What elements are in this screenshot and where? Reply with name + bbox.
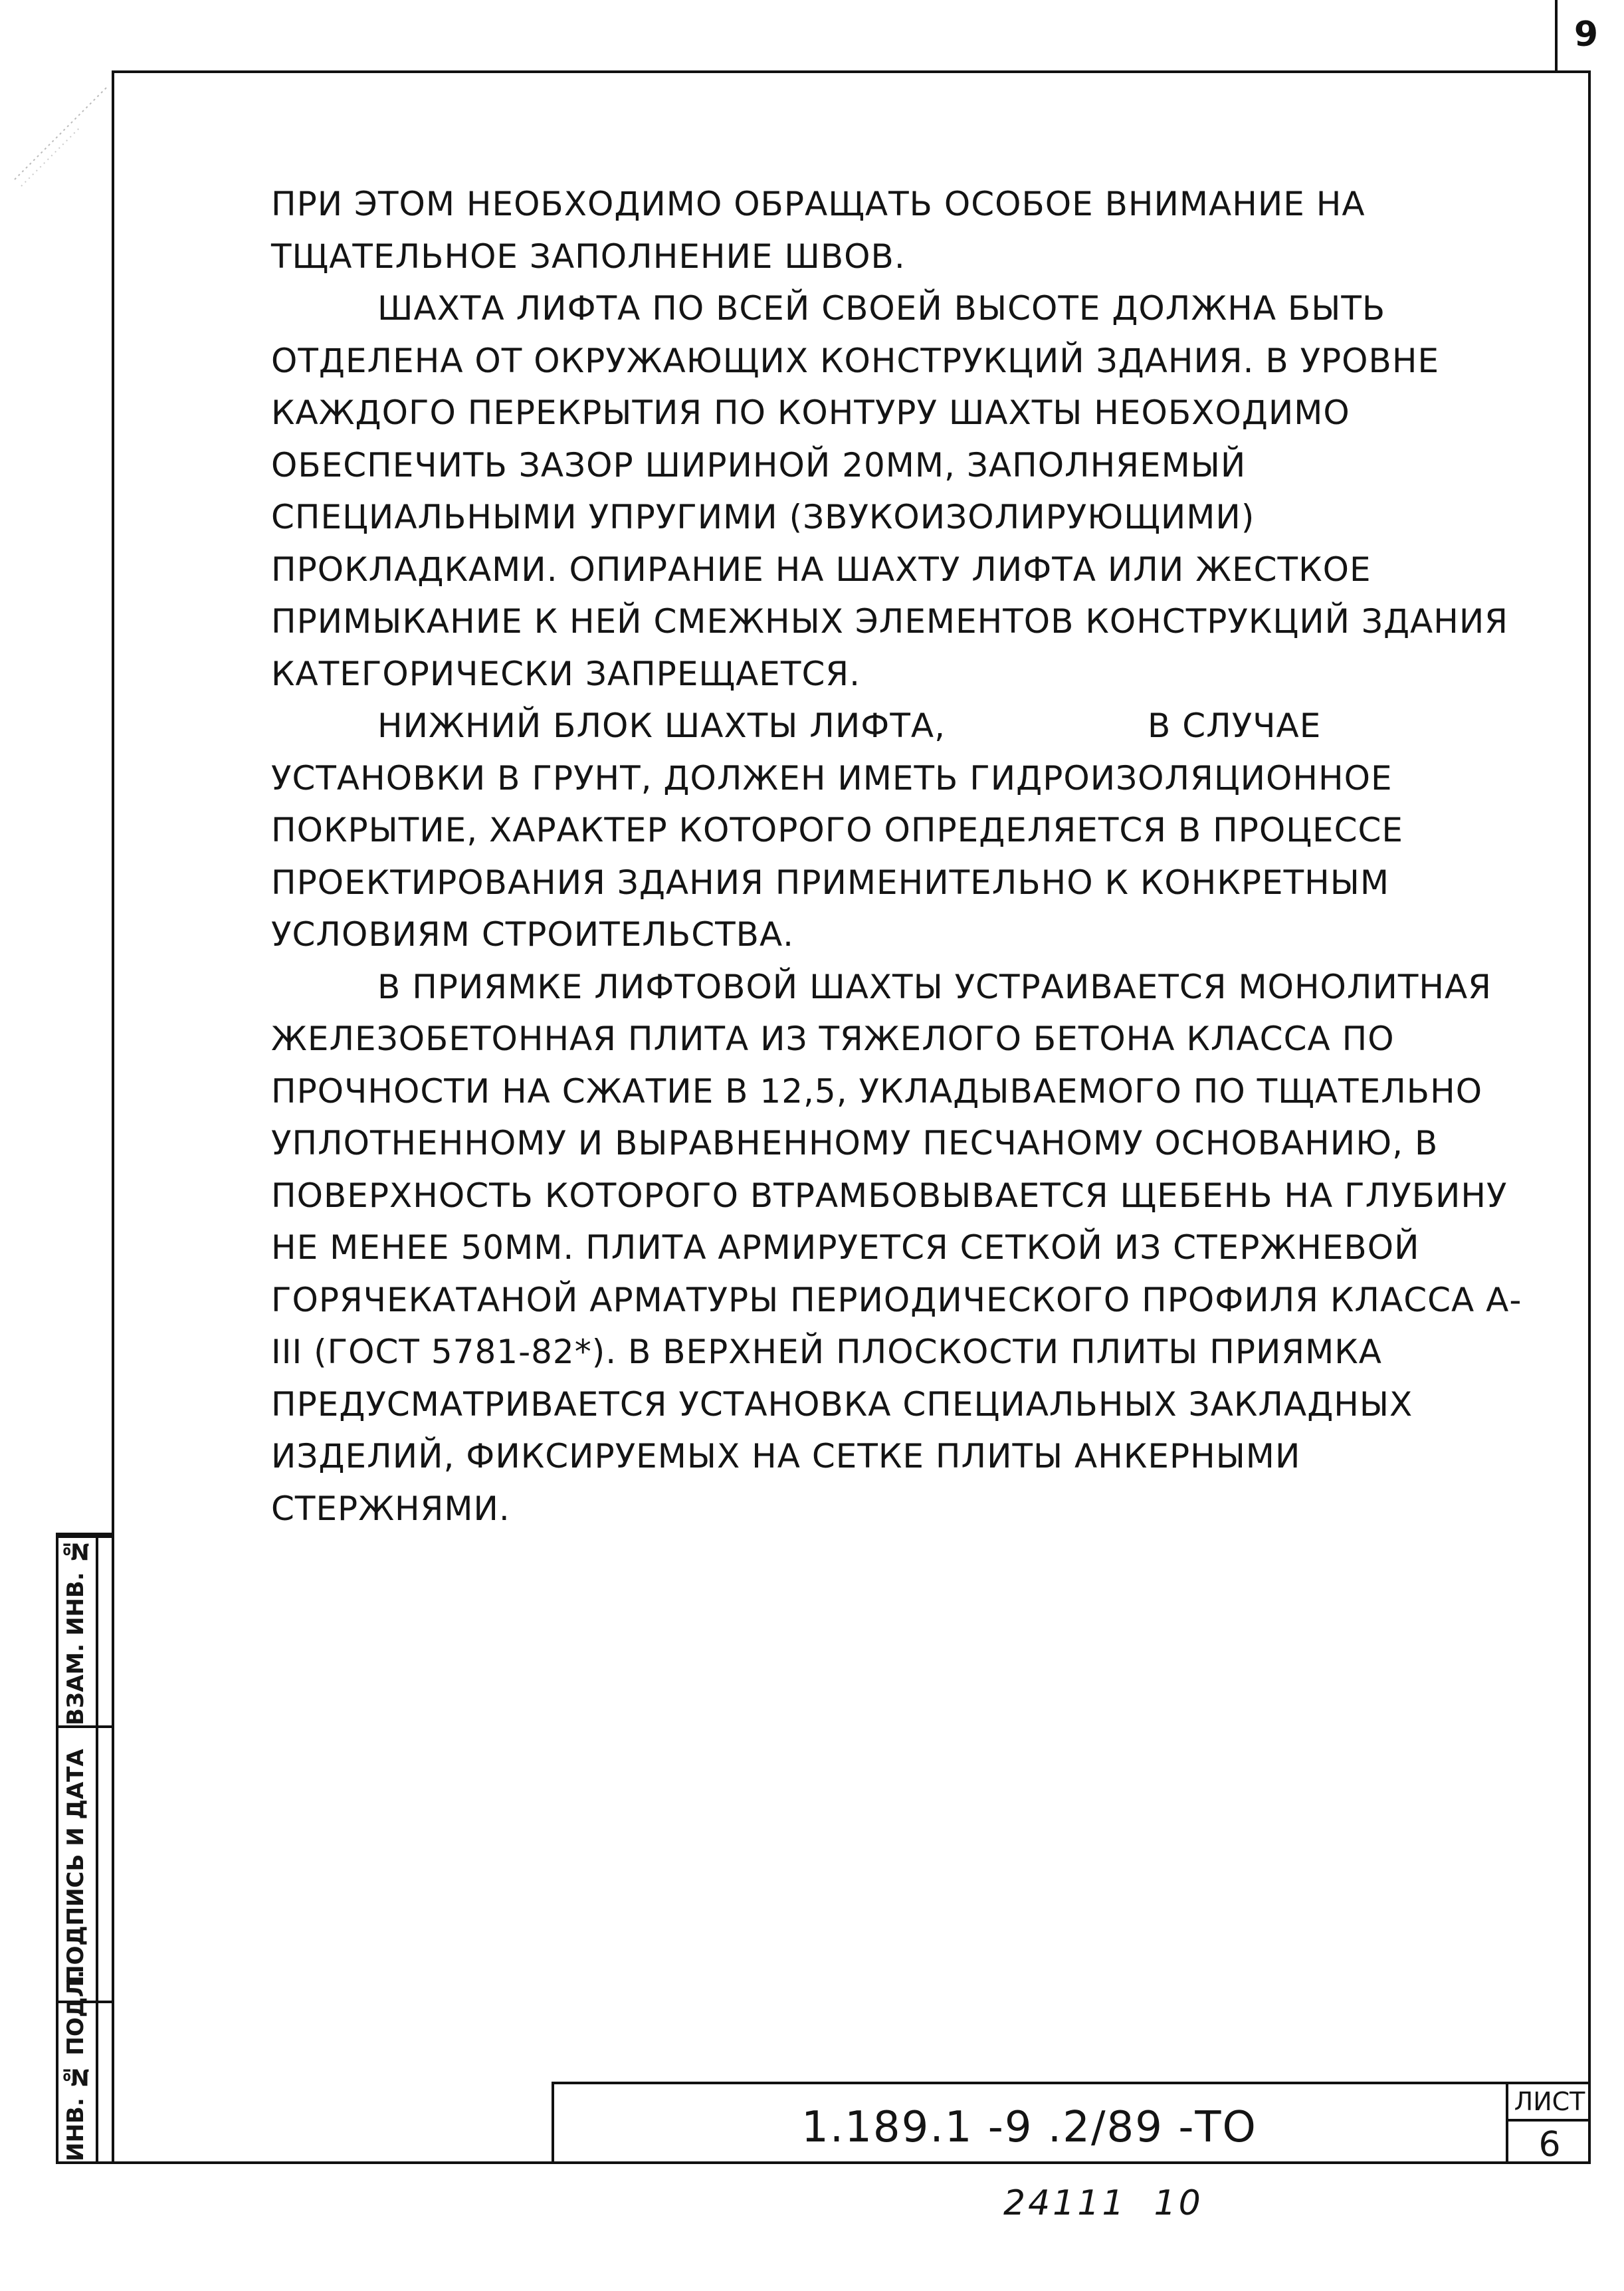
paragraph: В ПРИЯМКЕ ЛИФТОВОЙ ШАХТЫ УСТРАИВАЕТСЯ МОНОЛИТНАЯ ЖЕЛЕЗОБЕТОННАЯ ПЛИТА ИЗ ТЯЖЕЛОГО БЕТОНА КЛАССА ПО ПРОЧНОСТИ НА СЖАТИЕ В 12,5, УКЛАДЫВАЕМОГО ПО ТЩАТЕЛЬНО УПЛОТНЕННОМУ И ВЫРАВНЕННОМУ ПЕСЧАНОМУ ОСНОВАНИЮ, В ПОВЕРХНОСТЬ КОТОРОГО ВТРАМБОВЫВАЕТСЯ ЩЕБЕНЬ НА ГЛУБИНУ НЕ МЕНЕЕ 50ММ. ПЛИТА АРМИРУЕТСЯ СЕТКОЙ ИЗ СТЕРЖНЕВОЙ ГОРЯЧЕКАТАНОЙ АРМАТУРЫ ПЕРИОДИЧЕСКОГО ПРОФИЛЯ КЛАССА А-III (ГОСТ 5781-82*). В ВЕРХНЕЙ ПЛОСКОСТИ ПЛИТЫ ПРИЯМКА ПРЕДУСМАТРИВАЕТСЯ УСТАНОВКА СПЕЦИАЛЬНЫХ ЗАКЛАДНЫХ ИЗДЕЛИЙ, ФИКСИРУЕМЫХ НА СЕТКЕ ПЛИТЫ АНКЕРНЫМИ СТЕРЖНЯМИ. (271, 967, 1522, 1528)
paragraph: ШАХТА ЛИФТА ПО ВСЕЙ СВОЕЙ ВЫСОТЕ ДОЛЖНА БЫТЬ ОТДЕЛЕНА ОТ ОКРУЖАЮЩИХ КОНСТРУКЦИЙ ЗДАНИЯ. В УРОВНЕ КАЖДОГО ПЕРЕКРЫТИЯ ПО КОНТУРУ ШАХТЫ НЕОБХОДИМО ОБЕСПЕЧИТЬ ЗАЗОР ШИРИНОЙ 20ММ, ЗАПОЛНЯЕМЫЙ СПЕЦИАЛЬНЫМИ УПРУГИМИ (ЗВУКОИЗОЛИРУЮЩИМИ) ПРОКЛАДКАМИ. ОПИРАНИЕ НА ШАХТУ ЛИФТА ИЛИ ЖЕСТКОЕ ПРИМЫКАНИЕ К НЕЙ СМЕЖНЫХ ЭЛЕМЕНТОВ КОНСТРУКЦИЙ ЗДАНИЯ КАТЕГОРИЧЕСКИ ЗАПРЕЩАЕТСЯ. (271, 289, 1508, 693)
footer-number: 24111 10 (1003, 2183, 1203, 2223)
stamp-label-signature-date: ПОДПИСЬ И ДАТА (62, 1749, 89, 1984)
document-body (271, 178, 1547, 1535)
stamp-label-original-inv: ИНВ. № ПОДЛ. (62, 1969, 89, 2161)
side-stamp (56, 1533, 114, 2164)
stamp-cell-replacement-inv (58, 1535, 114, 1725)
scan-artifact-mark (8, 80, 114, 193)
paragraph: НИЖНИЙ БЛОК ШАХТЫ ЛИФТА, В СЛУЧАЕ УСТАНОВКИ В ГРУНТ, ДОЛЖЕН ИМЕТЬ ГИДРОИЗОЛЯЦИОННОЕ ПОКРЫТИЕ, ХАРАКТЕР КОТОРОГО ОПРЕДЕЛЯЕТСЯ В ПРОЦЕССЕ ПРОЕКТИРОВАНИЯ ЗДАНИЯ ПРИМЕНИТЕЛЬНО К КОНКРЕТНЫМ УСЛОВИЯМ СТРОИТЕЛЬСТВА. (271, 707, 1415, 954)
stamp-cell-original-inv (58, 1969, 114, 2161)
page-number: 9 (1573, 15, 1599, 55)
sheet-label: ЛИСТ (1508, 2084, 1591, 2122)
top-corner-line (1555, 0, 1558, 72)
sheet-number: 6 (1538, 2125, 1561, 2165)
sheet-box (1506, 2084, 1591, 2164)
stamp-label-replacement-inv: ВЗАМ. ИНВ. № (62, 1537, 89, 1725)
stamp-cell-signature-date (58, 1725, 114, 2001)
title-block (552, 2082, 1591, 2164)
paragraph: ПРИ ЭТОМ НЕОБХОДИМО ОБРАЩАТЬ ОСОБОЕ ВНИМАНИЕ НА ТЩАТЕЛЬНОЕ ЗАПОЛНЕНИЕ ШВОВ. (271, 185, 1366, 276)
document-code: 1.189.1 -9 .2/89 -ТО (801, 2103, 1257, 2152)
